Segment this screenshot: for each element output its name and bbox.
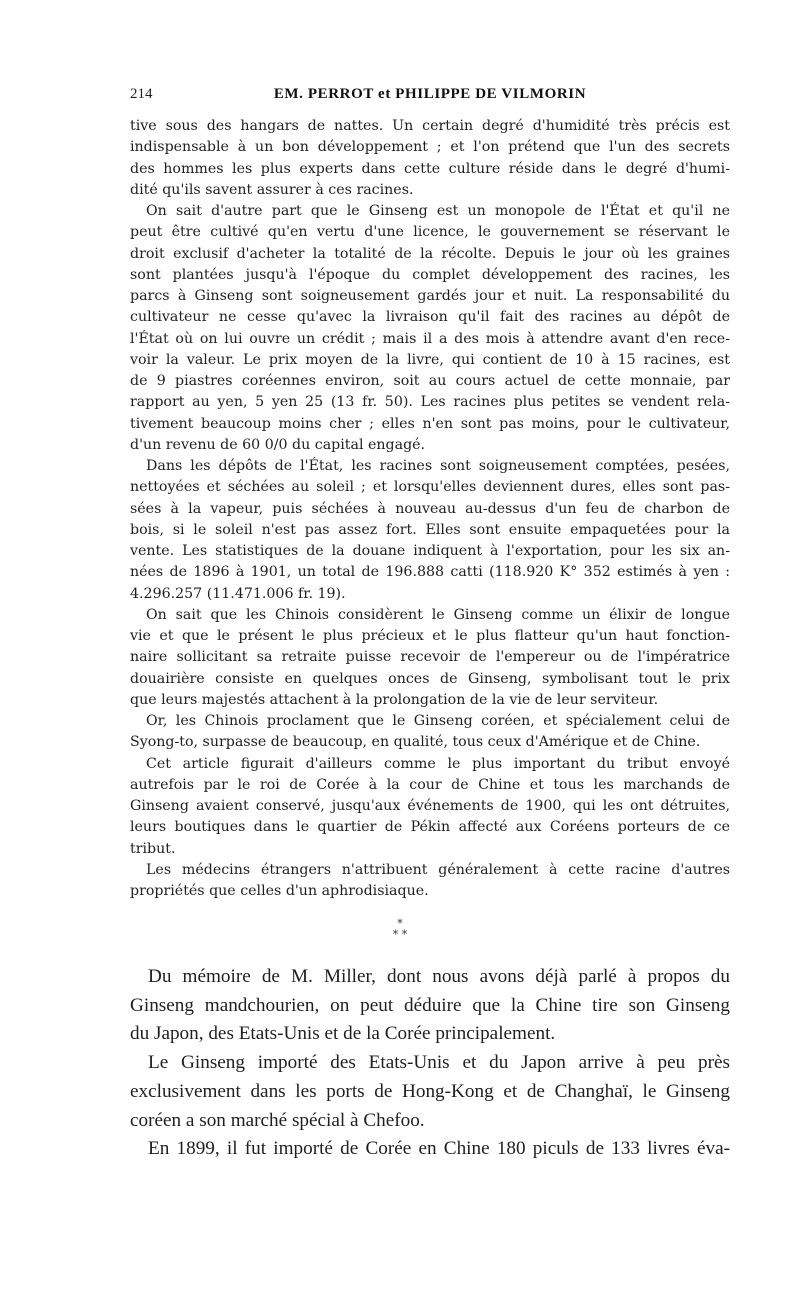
body-line: Cet article figurait d'ailleurs comme le plus important du tribut envoyé (146, 755, 730, 772)
body-line: l'État où on lui ouvre un crédit ; mais il a des mois à attendre avant d'en rece- (130, 330, 730, 347)
running-title: EM. PERROT et PHILIPPE DE VILMORIN (273, 86, 587, 102)
memoir-line: exclusivement dans les ports de Hong-Kong et de Changhaï, le Ginseng (130, 1080, 730, 1102)
body-text (130, 116, 730, 902)
body-line: 4.296.257 (11.471.006 fr. 19). (130, 585, 346, 602)
body-line: tive sous des hangars de nattes. Un certain degré d'humidité très précis est (130, 118, 730, 134)
body-line: rapport au yen, 5 yen 25 (13 fr. 50). Les racines plus petites se vendent rela- (130, 394, 730, 411)
body-line: autrefois par le roi de Corée à la cour de Chine et tous les marchands de (130, 776, 730, 793)
body-line: nettoyées et séchées au soleil ; et lorsqu'elles deviennent dures, elles sont pas- (130, 479, 730, 496)
body-line: droit exclusif d'acheter la totalité de la récolte. Depuis le jour où les graines (130, 245, 730, 262)
body-line: de 9 piastres coréennes environ, soit au cours actuel de cette monnaie, par (130, 373, 730, 389)
body-line: Syong-to, surpasse de beaucoup, en qualité, tous ceux d'Amérique et de Chine. (130, 734, 701, 751)
memoir-section (130, 963, 730, 1164)
body-line: Dans les dépôts de l'État, les racines sont soigneusement comptées, pesées, (146, 458, 730, 474)
body-line: sont plantées jusqu'à l'époque du complet développement des racines, les (130, 266, 730, 283)
memoir-line: Le Ginseng importé des Etats-Unis et du Japon arrive à peu près (148, 1052, 730, 1074)
body-line: peut être cultivé qu'en vertu d'une licence, le gouvernement se réservant le (130, 224, 730, 241)
body-line: que leurs majestés attachent à la prolongation de la vie de leur serviteur. (130, 691, 659, 708)
body-line: On sait d'autre part que le Ginseng est un monopole de l'État et qu'il ne (146, 203, 730, 219)
separator-bottom-asterisks: * * (392, 928, 408, 941)
memoir-line: En 1899, il fut importé de Corée en Chine 180 piculs de 133 livres éva- (148, 1138, 730, 1160)
body-line: dité qu'ils savent assurer à ces racines. (130, 181, 414, 198)
page-number: 214 (130, 86, 153, 102)
memoir-line: coréen a son marché spécial à Chefoo. (130, 1109, 425, 1131)
body-line: vente. Les statistiques de la douane indiquent à l'exportation, pour les six an- (130, 543, 730, 559)
separator-top-asterisk: * (397, 917, 403, 930)
body-line: sées à la vapeur, puis séchées à nouveau au-dessus d'un feu de charbon de (130, 500, 730, 517)
body-line: des hommes les plus experts dans cette culture réside dans le degré d'humi- (130, 160, 730, 177)
body-line: indispensable à un bon développement ; et l'on prétend que l'un des secrets (130, 139, 730, 156)
memoir-line: Du mémoire de M. Miller, dont nous avons déjà parlé à propos du (148, 966, 730, 987)
body-line: Ginseng avaient conservé, jusqu'aux événements de 1900, qui les ont détruites, (130, 798, 730, 814)
body-line: tivement beaucoup moins cher ; elles n'en sont pas moins, pour le cultivateur, (130, 415, 730, 432)
body-line: cultivateur ne cesse qu'avec la livraison qu'il fait des racines au dépôt de (130, 309, 730, 326)
body-line: naire sollicitant sa retraite puisse recevoir de l'empereur ou de l'impératrice (130, 649, 730, 666)
body-line: Or, les Chinois proclament que le Ginseng coréen, et spécialement celui de (146, 713, 730, 729)
body-line: bois, si le soleil n'est pas assez fort. Elles sont ensuite empaquetées pour la (130, 521, 730, 538)
body-line: d'un revenu de 60 0/0 du capital engagé. (130, 436, 426, 453)
body-line: propriétés que celles d'un aphrodisiaque. (130, 883, 429, 899)
body-line: vie et que le présent le plus précieux et le plus flatteur qu'un haut fonction- (130, 628, 730, 644)
body-line: nées de 1896 à 1901, un total de 196.888 catti (118.920 K° 352 estimés à yen : (130, 564, 730, 581)
body-line: parcs à Ginseng sont soigneusement gardés jour et nuit. La responsabilité du (130, 288, 730, 304)
body-line: tribut. (130, 840, 176, 857)
body-line: voir la valeur. Le prix moyen de la livre, qui contient de 10 à 15 racines, est (130, 351, 730, 368)
body-line: Les médecins étrangers n'attribuent généralement à cette racine d'autres (146, 861, 730, 878)
body-line: leurs boutiques dans le quartier de Pékin affecté aux Coréens porteurs de ce (130, 819, 730, 836)
section-separator (370, 918, 430, 948)
body-line: On sait que les Chinois considèrent le Ginseng comme un élixir de longue (146, 606, 730, 623)
running-header (130, 86, 730, 110)
body-line: douairière consiste en quelques onces de Ginseng, symbolisant tout le prix (130, 670, 730, 687)
memoir-line: Ginseng mandchourien, on peut déduire que la Chine tire son Ginseng (130, 994, 730, 1016)
memoir-line: du Japon, des Etats-Unis et de la Corée principalement. (130, 1023, 556, 1045)
